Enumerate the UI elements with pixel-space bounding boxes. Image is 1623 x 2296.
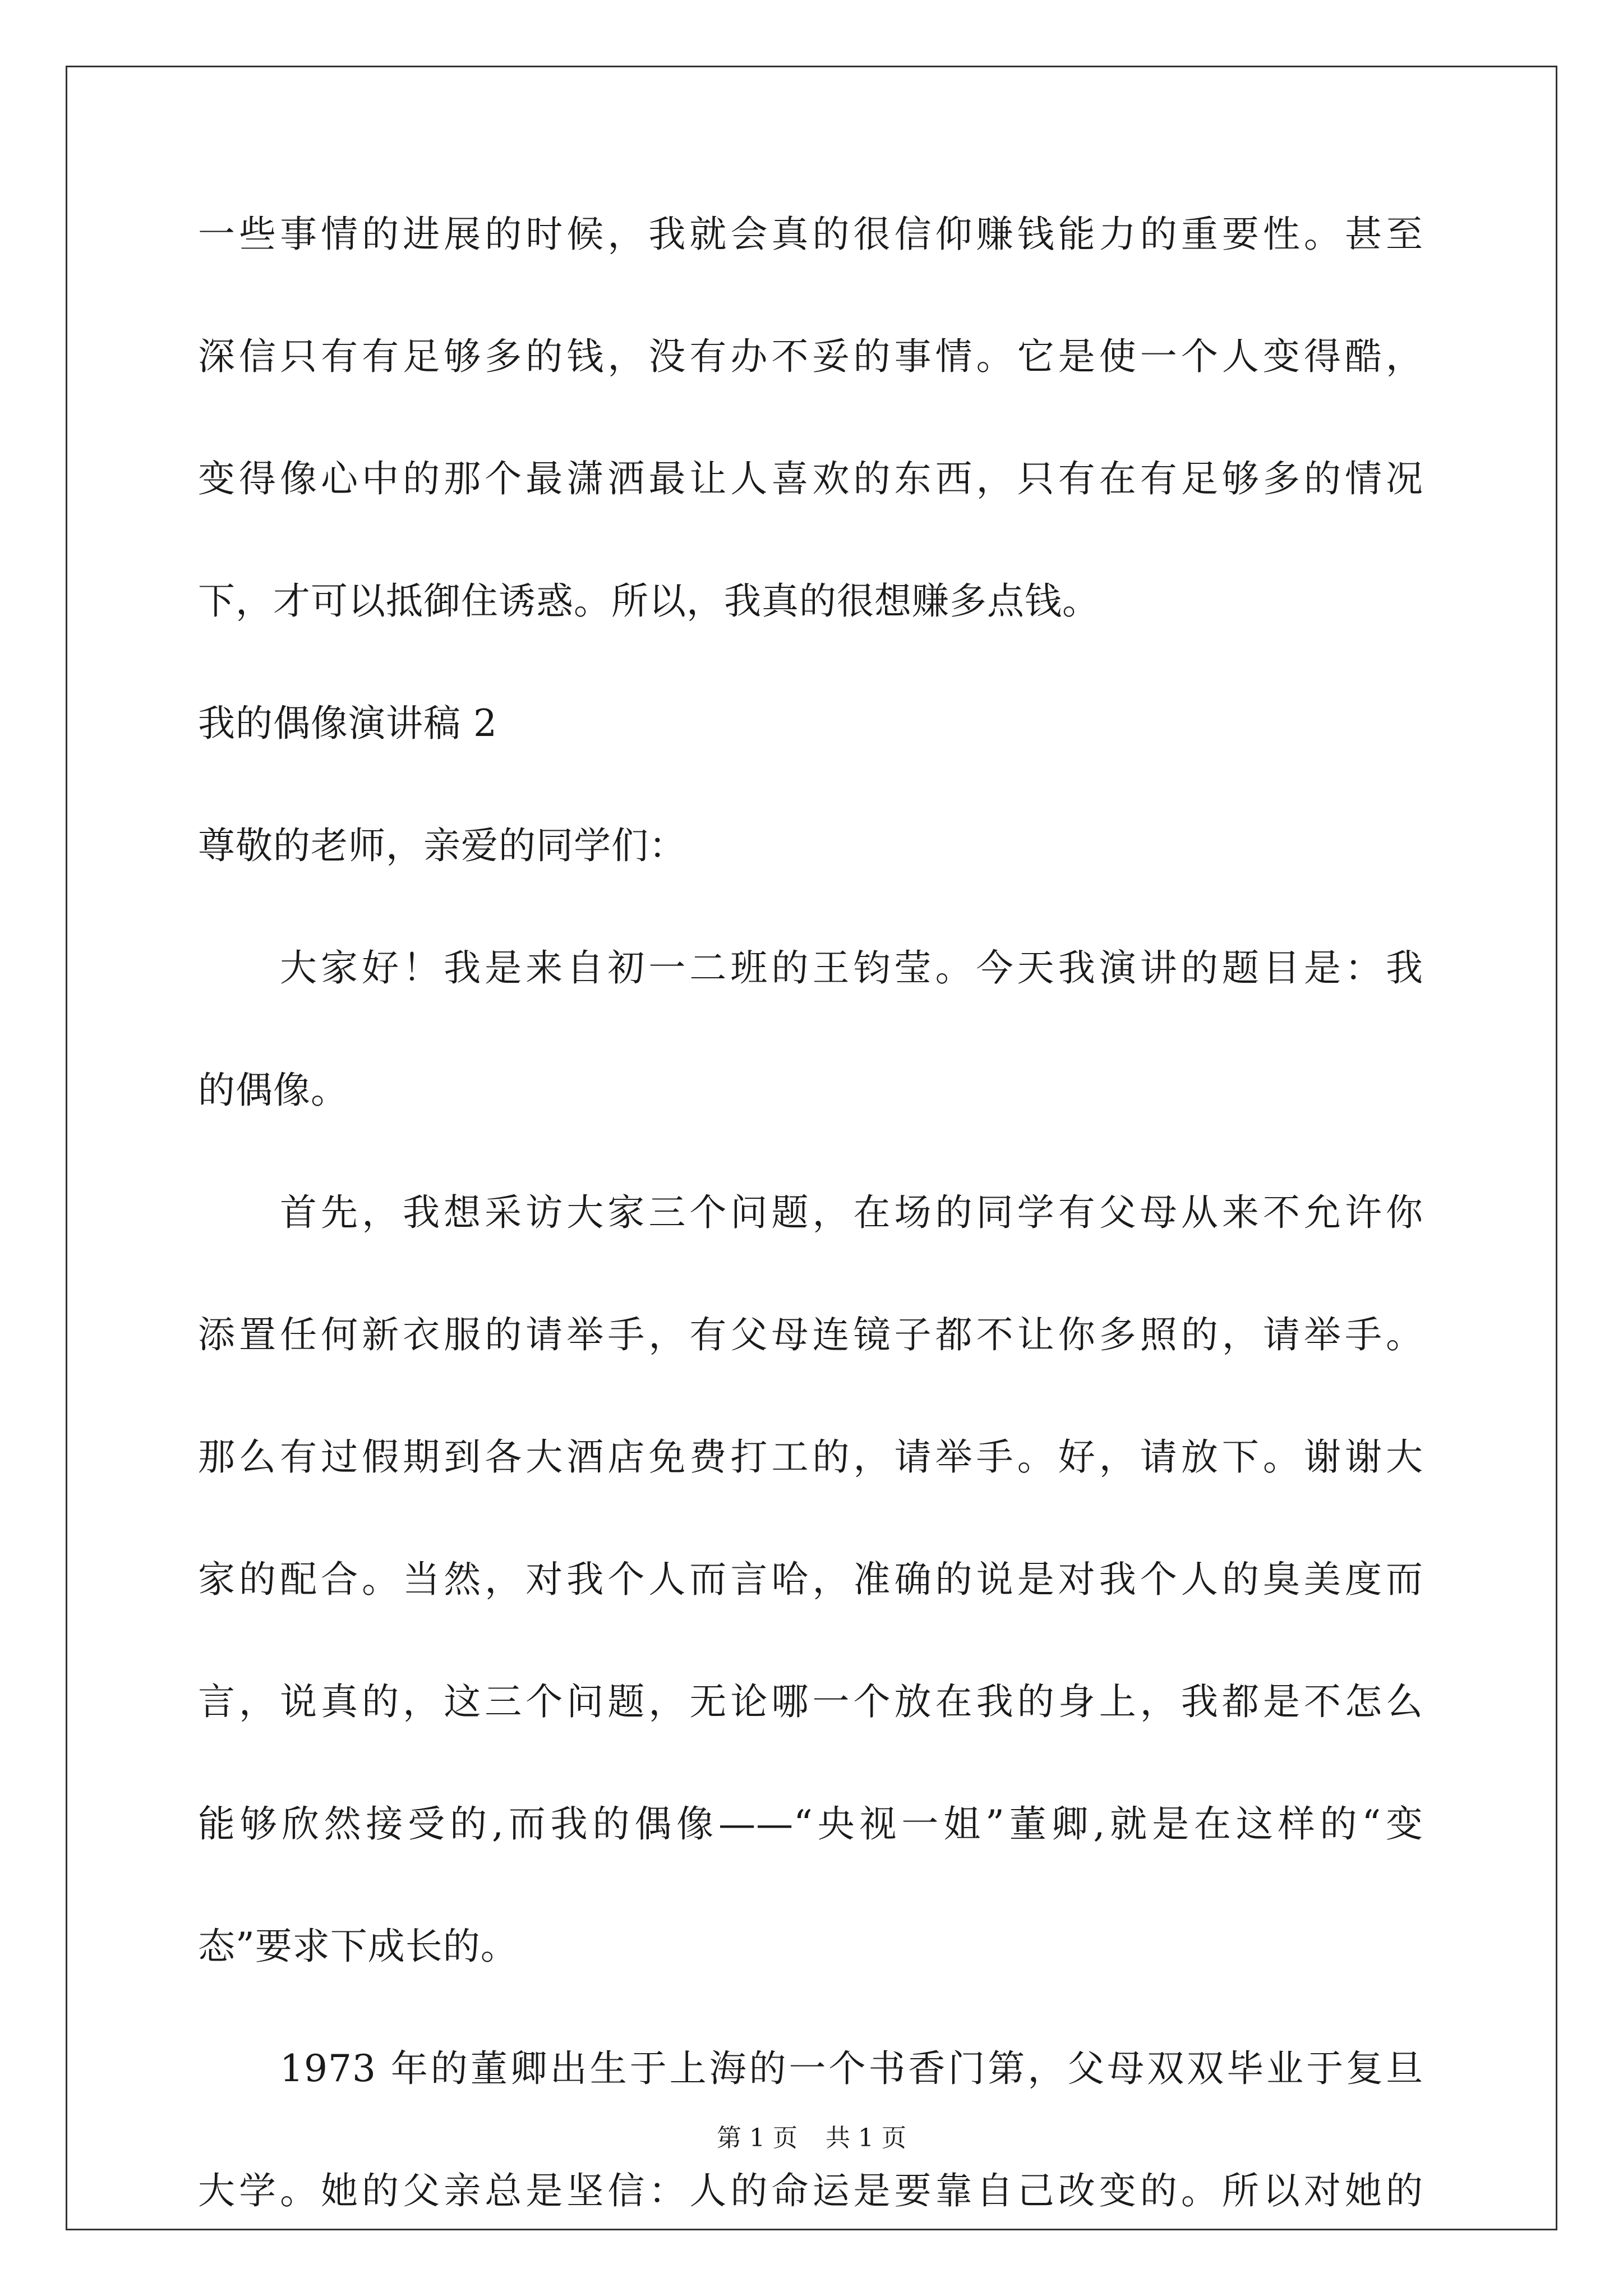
paragraph-line: 大家好！我是来自初一二班的王钧莹。今天我演讲的题目是：我: [280, 946, 1423, 990]
section-heading: 我的偶像演讲稿 2: [198, 702, 497, 745]
total-pages: 共 1 页: [826, 2124, 906, 2152]
paragraph-line: 下，才可以抵御住诱惑。所以，我真的很想赚多点钱。: [198, 579, 1100, 623]
paragraph-line: 的偶像。: [198, 1069, 348, 1112]
paragraph-line: 1973 年的董卿出生于上海的一个书香门第，父母双双毕业于复旦: [280, 2047, 1423, 2090]
paragraph-line: 家的配合。当然，对我个人而言哈，准确的说是对我个人的臭美度而: [198, 1558, 1423, 1601]
paragraph-line: 那么有过假期到各大酒店免费打工的，请举手。好，请放下。谢谢大: [198, 1435, 1423, 1479]
paragraph-line: 态”要求下成长的。: [198, 1925, 518, 1968]
paragraph-line: 首先，我想采访大家三个问题，在场的同学有父母从来不允许你: [280, 1191, 1423, 1234]
document-body: [198, 213, 1423, 2295]
page-number: 第 1 页: [717, 2124, 797, 2152]
paragraph-line: 深信只有有足够多的钱，没有办不妥的事情。它是使一个人变得酷，: [198, 335, 1423, 378]
paragraph-line: 言，说真的，这三个问题，无论哪一个放在我的身上，我都是不怎么: [198, 1680, 1423, 1723]
paragraph-line: 能够欣然接受的,而我的偶像——“央视一姐”董卿,就是在这样的“变: [198, 1802, 1423, 1846]
paragraph-line: 大学。她的父亲总是坚信：人的命运是要靠自己改变的。所以对她的: [198, 2169, 1423, 2212]
page-footer: [0, 2126, 1623, 2151]
paragraph-line: 一些事情的进展的时候，我就会真的很信仰赚钱能力的重要性。甚至: [198, 213, 1423, 256]
paragraph-line: 添置任何新衣服的请举手，有父母连镜子都不让你多照的，请举手。: [198, 1313, 1423, 1356]
salutation: 尊敬的老师，亲爱的同学们：: [198, 824, 686, 867]
paragraph-line: 变得像心中的那个最潇洒最让人喜欢的东西，只有在有足够多的情况: [198, 457, 1423, 500]
